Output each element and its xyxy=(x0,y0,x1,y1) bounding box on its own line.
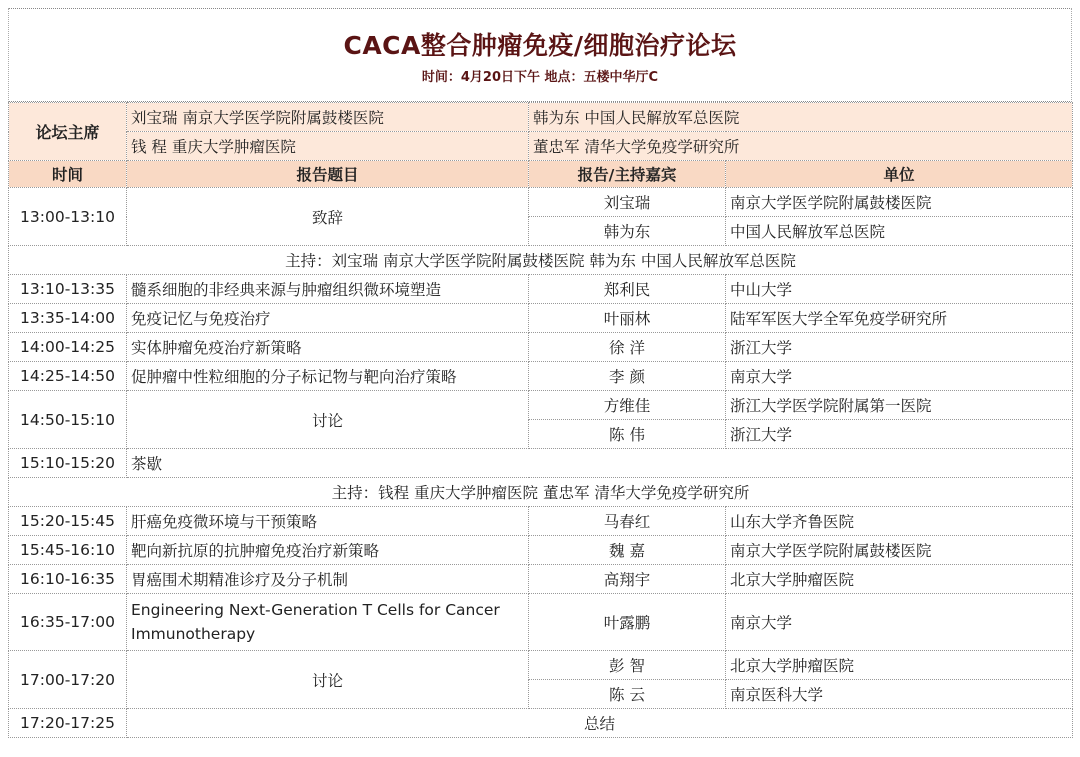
unit-cell: 南京大学 xyxy=(726,594,1073,651)
speaker-cell: 叶露鹏 xyxy=(529,594,726,651)
topic-cell: 肝癌免疫微环境与干预策略 xyxy=(127,507,529,536)
column-header-time: 时间 xyxy=(9,161,127,188)
speaker-cell: 高翔宇 xyxy=(529,565,726,594)
closing-cell: 总结 xyxy=(127,709,1073,738)
unit-cell: 南京医科大学 xyxy=(726,680,1073,709)
time-cell: 16:10-16:35 xyxy=(9,565,127,594)
table-row xyxy=(9,536,1073,565)
unit-cell: 浙江大学医学院附属第一医院 xyxy=(726,391,1073,420)
table-row xyxy=(9,651,1073,680)
table-row xyxy=(9,391,1073,420)
time-cell: 15:20-15:45 xyxy=(9,507,127,536)
speaker-cell: 郑利民 xyxy=(529,275,726,304)
table-row xyxy=(9,362,1073,391)
time-cell: 14:00-14:25 xyxy=(9,333,127,362)
host-info: 主持：刘宝瑞 南京大学医学院附属鼓楼医院 韩为东 中国人民解放军总医院 xyxy=(9,246,1073,275)
chairs-row-1 xyxy=(9,103,1073,132)
chairs-label: 论坛主席 xyxy=(9,103,127,161)
topic-cell: Engineering Next-Generation T Cells for Cancer Immunotherapy xyxy=(127,594,529,651)
topic-cell: 免疫记忆与免疫治疗 xyxy=(127,304,529,333)
topic-cell: 靶向新抗原的抗肿瘤免疫治疗新策略 xyxy=(127,536,529,565)
time-cell: 15:45-16:10 xyxy=(9,536,127,565)
speaker-cell: 魏 嘉 xyxy=(529,536,726,565)
agenda-table xyxy=(8,102,1073,738)
topic-cell: 促肿瘤中性粒细胞的分子标记物与靶向治疗策略 xyxy=(127,362,529,391)
unit-cell: 北京大学肿瘤医院 xyxy=(726,565,1073,594)
topic-cell: 髓系细胞的非经典来源与肿瘤组织微环境塑造 xyxy=(127,275,529,304)
column-header-row xyxy=(9,161,1073,188)
host-row xyxy=(9,478,1073,507)
speaker-cell: 陈 云 xyxy=(529,680,726,709)
table-row xyxy=(9,304,1073,333)
speaker-cell: 韩为东 xyxy=(529,217,726,246)
page-title: CACA整合肿瘤免疫/细胞治疗论坛 xyxy=(343,30,737,60)
table-row xyxy=(9,565,1073,594)
speaker-cell: 刘宝瑞 xyxy=(529,188,726,217)
time-location: 时间：4月20日下午 地点：五楼中华厅C xyxy=(421,69,659,85)
host-info: 主持：钱程 重庆大学肿瘤医院 董忠军 清华大学免疫学研究所 xyxy=(9,478,1073,507)
topic-cell: 讨论 xyxy=(127,391,529,449)
topic-cell: 致辞 xyxy=(127,188,529,246)
time-cell: 13:35-14:00 xyxy=(9,304,127,333)
unit-cell: 北京大学肿瘤医院 xyxy=(726,651,1073,680)
unit-cell: 浙江大学 xyxy=(726,420,1073,449)
unit-cell: 陆军军医大学全军免疫学研究所 xyxy=(726,304,1073,333)
topic-cell: 讨论 xyxy=(127,651,529,709)
title-block xyxy=(8,8,1072,102)
speaker-cell: 陈 伟 xyxy=(529,420,726,449)
speaker-cell: 李 颜 xyxy=(529,362,726,391)
table-row xyxy=(9,709,1073,738)
speaker-cell: 彭 智 xyxy=(529,651,726,680)
chair-name: 韩为东 中国人民解放军总医院 xyxy=(529,103,1073,132)
time-cell: 13:00-13:10 xyxy=(9,188,127,246)
chairs-row-2 xyxy=(9,132,1073,161)
time-cell: 17:00-17:20 xyxy=(9,651,127,709)
speaker-cell: 方维佳 xyxy=(529,391,726,420)
table-row xyxy=(9,594,1073,651)
chair-name: 钱 程 重庆大学肿瘤医院 xyxy=(127,132,529,161)
table-row xyxy=(9,333,1073,362)
speaker-cell: 徐 洋 xyxy=(529,333,726,362)
topic-cell: 实体肿瘤免疫治疗新策略 xyxy=(127,333,529,362)
time-cell: 14:50-15:10 xyxy=(9,391,127,449)
chair-name: 董忠军 清华大学免疫学研究所 xyxy=(529,132,1073,161)
time-cell: 13:10-13:35 xyxy=(9,275,127,304)
unit-cell: 南京大学 xyxy=(726,362,1073,391)
speaker-cell: 马春红 xyxy=(529,507,726,536)
agenda-sheet xyxy=(8,8,1072,738)
time-cell: 14:25-14:50 xyxy=(9,362,127,391)
table-row xyxy=(9,275,1073,304)
column-header-topic: 报告题目 xyxy=(127,161,529,188)
host-row xyxy=(9,246,1073,275)
column-header-unit: 单位 xyxy=(726,161,1073,188)
table-row xyxy=(9,449,1073,478)
column-header-speaker: 报告/主持嘉宾 xyxy=(529,161,726,188)
unit-cell: 南京大学医学院附属鼓楼医院 xyxy=(726,188,1073,217)
unit-cell: 中国人民解放军总医院 xyxy=(726,217,1073,246)
time-cell: 15:10-15:20 xyxy=(9,449,127,478)
chair-name: 刘宝瑞 南京大学医学院附属鼓楼医院 xyxy=(127,103,529,132)
break-cell: 茶歇 xyxy=(127,449,1073,478)
topic-cell: 胃癌围术期精准诊疗及分子机制 xyxy=(127,565,529,594)
table-row xyxy=(9,507,1073,536)
unit-cell: 山东大学齐鲁医院 xyxy=(726,507,1073,536)
unit-cell: 中山大学 xyxy=(726,275,1073,304)
time-cell: 17:20-17:25 xyxy=(9,709,127,738)
unit-cell: 南京大学医学院附属鼓楼医院 xyxy=(726,536,1073,565)
speaker-cell: 叶丽林 xyxy=(529,304,726,333)
time-cell: 16:35-17:00 xyxy=(9,594,127,651)
table-row xyxy=(9,188,1073,217)
unit-cell: 浙江大学 xyxy=(726,333,1073,362)
